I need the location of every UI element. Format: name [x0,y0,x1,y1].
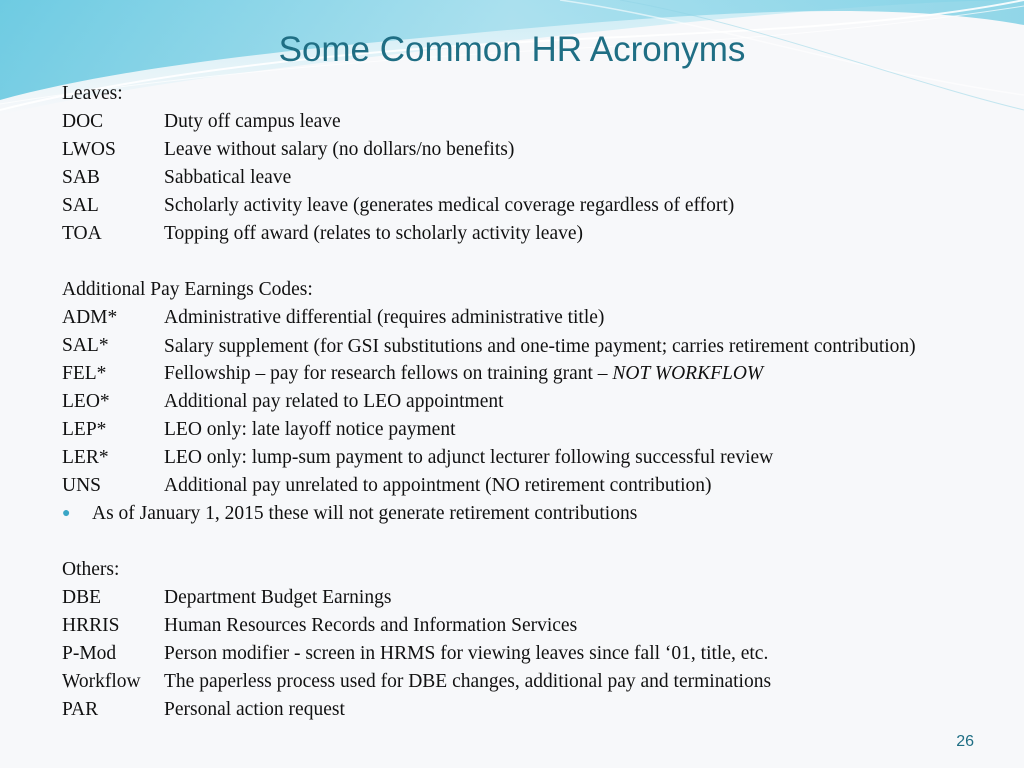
acronym-code: SAL* [62,335,109,356]
acronym-row [62,108,962,136]
acronym-code: SAL [62,195,99,216]
acronym-description: Topping off award (relates to scholarly activity leave) [164,223,583,244]
acronym-description [164,360,962,388]
others-heading: Others: [62,559,120,580]
acronym-row [62,696,962,724]
acronym-code: TOA [62,223,102,244]
acronym-description: The paperless process used for DBE changes, additional pay and terminations [164,671,772,692]
acronym-description: Administrative differential (requires administrative title) [164,307,605,328]
acronym-code: LWOS [62,139,116,160]
spacer [62,528,962,556]
description-text: Fellowship – pay for research fellows on training grant – [164,363,613,384]
slide-content [62,80,962,724]
acronym-description: Personal action request [164,699,345,720]
bullet-icon: ● [62,506,71,521]
acronym-row [62,304,962,332]
slide-title: Some Common HR Acronyms [278,30,746,69]
acronym-description: Additional pay unrelated to appointment (NO retirement contribution) [164,475,712,496]
acronym-row [62,360,962,388]
acronym-code: UNS [62,475,102,496]
spacer [62,248,962,276]
acronym-row [62,192,962,220]
page-number: 26 [956,733,974,750]
acronym-row [62,416,962,444]
acronym-row [62,640,962,668]
acronym-row [62,220,962,248]
retirement-note [62,500,962,528]
additional-pay-heading: Additional Pay Earnings Codes: [62,279,313,300]
acronym-row [62,164,962,192]
acronym-description: Human Resources Records and Information Services [164,615,578,636]
acronym-row [62,584,962,612]
acronym-description: Leave without salary (no dollars/no benefits) [164,139,515,160]
acronym-description: Salary supplement (for GSI substitutions and one-time payment; carries retirement contribution) [164,336,916,357]
not-workflow-note: NOT WORKFLOW [612,363,764,384]
acronym-code: FEL* [62,363,107,384]
acronym-code: LER* [62,447,109,468]
acronym-code: LEP* [62,419,107,440]
acronym-code: LEO* [62,391,110,412]
acronym-description: LEO only: lump-sum payment to adjunct lecturer following successful review [164,447,774,468]
acronym-code: PAR [62,699,99,720]
acronym-code: Workflow [62,671,141,692]
retirement-note-text: As of January 1, 2015 these will not generate retirement contributions [92,503,638,524]
acronym-description: LEO only: late layoff notice payment [164,419,456,440]
acronym-description: Person modifier - screen in HRMS for viewing leaves since fall ‘01, title, etc. [164,643,769,664]
acronym-row [62,668,962,696]
acronym-row [62,332,962,360]
acronym-row [62,472,962,500]
acronym-code: ADM* [62,307,118,328]
acronym-code: DBE [62,587,101,608]
acronym-row [62,612,962,640]
acronym-row [62,136,962,164]
acronym-row [62,388,962,416]
leaves-heading: Leaves: [62,83,123,104]
acronym-code: DOC [62,111,104,132]
acronym-description: Additional pay related to LEO appointment [164,391,504,412]
acronym-code: P-Mod [62,643,117,664]
acronym-code: HRRIS [62,615,120,636]
acronym-description: Sabbatical leave [164,167,292,188]
acronym-description: Scholarly activity leave (generates medical coverage regardless of effort) [164,195,735,216]
acronym-description: Duty off campus leave [164,111,341,132]
acronym-description: Department Budget Earnings [164,587,392,608]
acronym-row [62,444,962,472]
acronym-code: SAB [62,167,100,188]
